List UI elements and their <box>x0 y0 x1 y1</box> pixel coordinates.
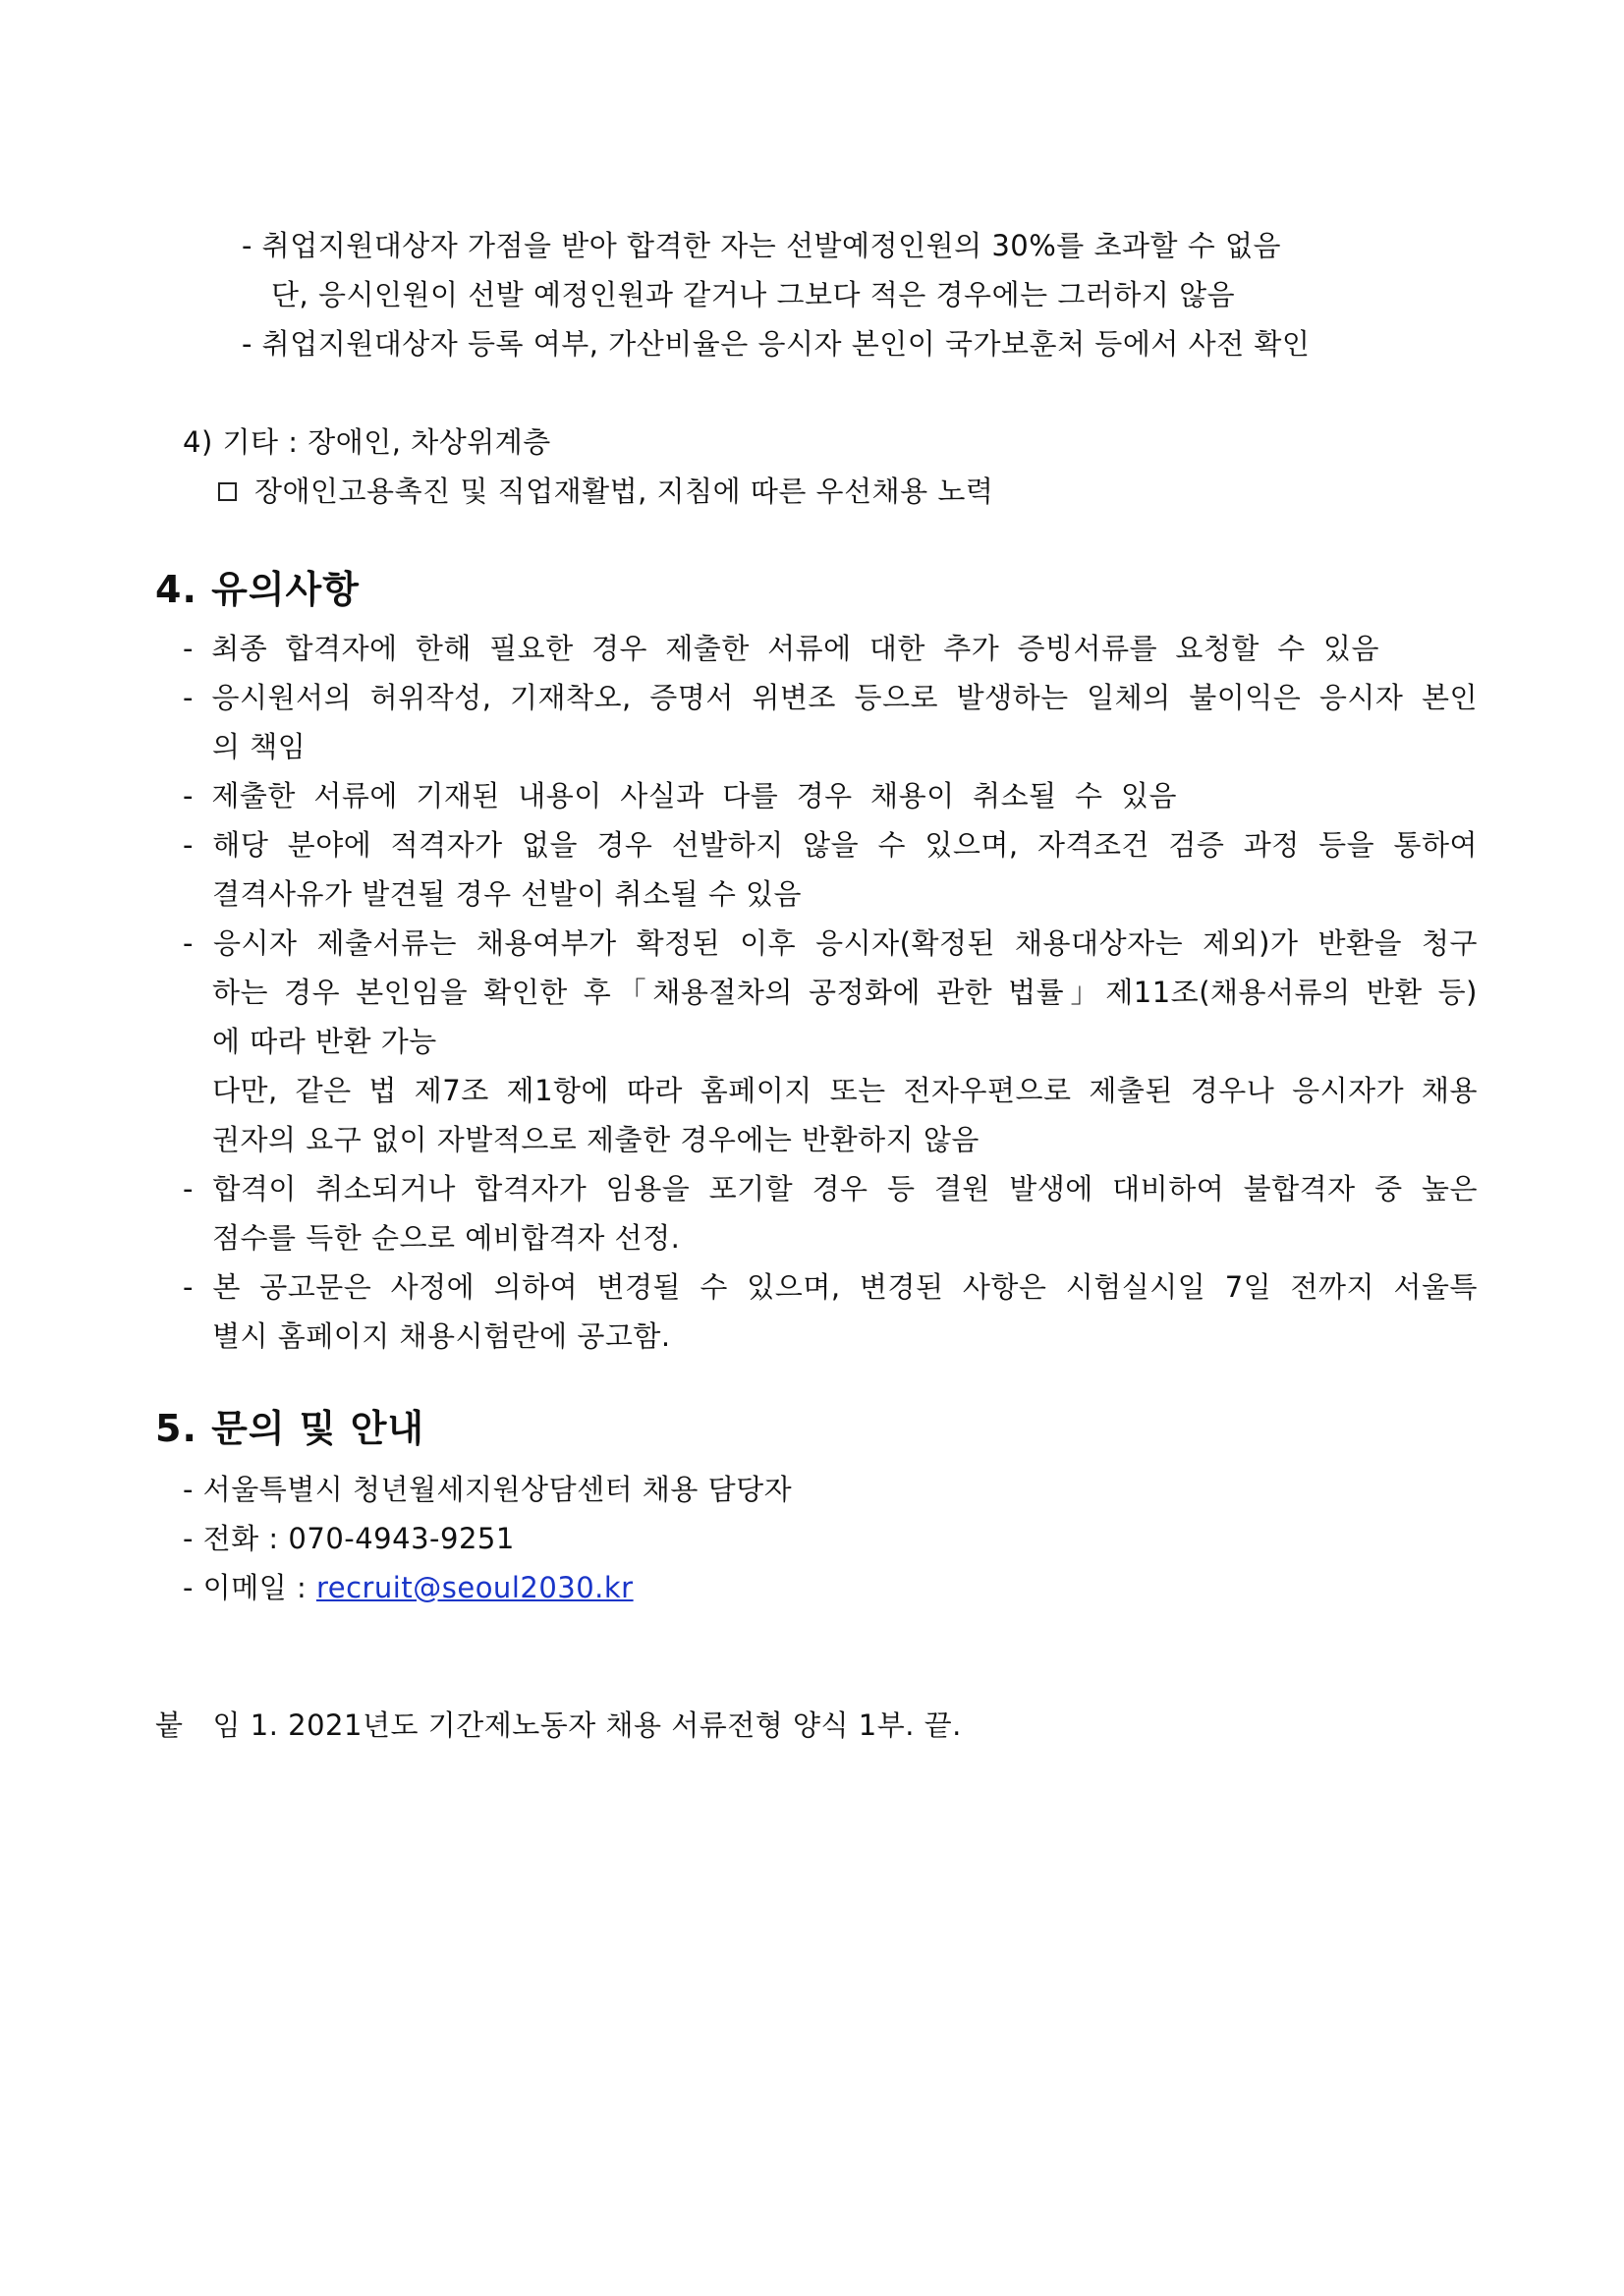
contact-email-line <box>183 1568 634 1607</box>
attachment-label-1: 붙 <box>155 1708 184 1742</box>
notice-line-1: - 최종 합격자에 한해 필요한 경우 제출한 서류에 대한 추가 증빙서류를 요청할 수 있음 <box>183 632 1379 665</box>
employment-support-cap-line: - 취업지원대상자 가점을 받아 합격한 자는 선발예정인원의 30%를 초과할 수 없음 <box>242 229 1282 262</box>
item-4-sub <box>218 472 993 511</box>
notice-line-5-cont-4: 권자의 요구 없이 자발적으로 제출한 경우에는 반환하지 않음 <box>212 1123 980 1156</box>
notice-line-3: - 제출한 서류에 기재된 내용이 사실과 다를 경우 채용이 취소될 수 있음 <box>183 779 1177 812</box>
section-5-heading: 5. 문의 및 안내 <box>155 1407 425 1450</box>
attachment-line <box>155 1706 962 1745</box>
notice-line-2-cont: 의 책임 <box>212 730 307 763</box>
notice-line-7: - 본 공고문은 사정에 의하여 변경될 수 있으며, 변경된 사항은 시험실시일 7일 전까지 서울특 <box>183 1270 1478 1304</box>
notice-line-5: - 응시자 제출서류는 채용여부가 확정된 이후 응시자(확정된 채용대상자는 제외)가 반환을 청구 <box>183 926 1478 960</box>
checkbox-bullet-icon <box>218 482 237 501</box>
notice-line-5-cont-3: 다만, 같은 법 제7조 제1항에 따라 홈페이지 또는 전자우편으로 제출된 경우나 응시자가 채용 <box>212 1074 1478 1107</box>
attachment-text: 1. 2021년도 기간제노동자 채용 서류전형 양식 1부. 끝. <box>250 1708 962 1742</box>
item-4-sub-text: 장애인고용촉진 및 직업재활법, 지침에 따른 우선채용 노력 <box>254 475 994 508</box>
employment-support-verify-line: - 취업지원대상자 등록 여부, 가산비율은 응시자 본인이 국가보훈처 등에서 사전 확인 <box>242 327 1311 361</box>
notice-line-4: - 해당 분야에 적격자가 없을 경우 선발하지 않을 수 있으며, 자격조건 검증 과정 등을 통하여 <box>183 828 1478 862</box>
email-link[interactable]: recruit@seoul2030.kr <box>315 1571 634 1604</box>
notice-line-5-cont-1: 하는 경우 본인임을 확인한 후「채용절차의 공정화에 관한 법률」제11조(채용서류의 반환 등) <box>212 976 1478 1009</box>
attachment-label-2: 임 <box>212 1708 242 1742</box>
notice-line-4-cont: 결격사유가 발견될 경우 선발이 취소될 수 있음 <box>212 877 803 911</box>
notice-line-2: - 응시원서의 허위작성, 기재착오, 증명서 위변조 등으로 발생하는 일체의 불이익은 응시자 본인 <box>183 681 1478 714</box>
item-4-other: 4) 기타 : 장애인, 차상위계층 <box>183 425 551 459</box>
contact-email-label: - 이메일 : <box>183 1571 316 1604</box>
notice-line-5-cont-2: 에 따라 반환 가능 <box>212 1025 437 1058</box>
notice-line-6-cont: 점수를 득한 순으로 예비합격자 선정. <box>212 1221 681 1255</box>
notice-line-6: - 합격이 취소되거나 합격자가 임용을 포기할 경우 등 결원 발생에 대비하여 불합격자 중 높은 <box>183 1172 1478 1205</box>
contact-phone: - 전화 : 070-4943-9251 <box>183 1522 515 1555</box>
contact-line-1: - 서울특별시 청년월세지원상담센터 채용 담당자 <box>183 1473 793 1506</box>
notice-line-7-cont: 별시 홈페이지 채용시험란에 공고함. <box>212 1319 671 1353</box>
section-4-heading: 4. 유의사항 <box>155 568 360 611</box>
employment-support-cap-exception: 단, 응시인원이 선발 예정인원과 같거나 그보다 적은 경우에는 그러하지 않음 <box>271 278 1236 311</box>
